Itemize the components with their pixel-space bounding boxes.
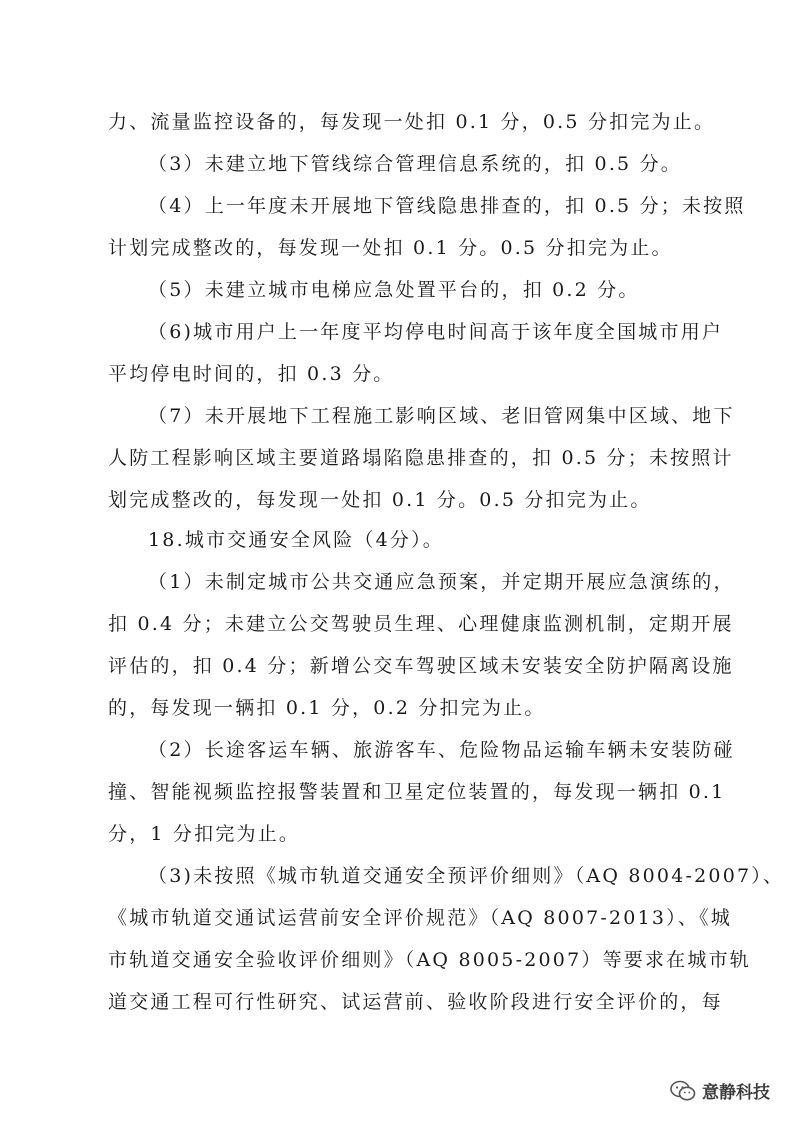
section-heading: 18.城市交通安全风险（4分）。 <box>148 529 445 551</box>
text-line: 人防工程影响区域主要道路塌陷隐患排查的，扣 0.5 分；未按照计 <box>108 447 734 469</box>
text-line: 撞、智能视频监控报警装置和卫星定位装置的，每发现一辆扣 0.1 <box>108 781 726 803</box>
text-line: 的，每发现一辆扣 0.1 分，0.2 分扣完为止。 <box>108 697 546 719</box>
watermark <box>670 1078 770 1103</box>
text-line: 《城市轨道交通试运营前安全评价规范》（AQ 8007-2013）、《城 <box>108 907 732 929</box>
text-line: （4）上一年度未开展地下管线隐患排查的，扣 0.5 分；未按照 <box>148 195 746 217</box>
wechat-icon <box>670 1080 696 1102</box>
text-line: 划完成整改的，每发现一处扣 0.1 分。0.5 分扣完为止。 <box>108 489 652 511</box>
text-line: 市轨道交通安全验收评价细则》（AQ 8005-2007）等要求在城市轨 <box>108 949 751 971</box>
text-line: 分，1 分扣完为止。 <box>108 823 301 845</box>
text-line: 力、流量监控设备的，每发现一处扣 0.1 分，0.5 分扣完为止。 <box>108 111 716 133</box>
text-line: （3）未建立地下管线综合管理信息系统的，扣 0.5 分。 <box>148 153 682 175</box>
watermark-text: 意静科技 <box>702 1083 770 1103</box>
text-line: 扣 0.4 分；未建立公交驾驶员生理、心理健康监测机制，定期开展 <box>108 613 734 635</box>
text-line: （2）长途客运车辆、旅游客车、危险物品运输车辆未安装防碰 <box>148 739 735 761</box>
text-line: （7）未开展地下工程施工影响区域、老旧管网集中区域、地下 <box>148 405 735 427</box>
text-line: 平均停电时间的，扣 0.3 分。 <box>108 363 395 385</box>
text-line: 计划完成整改的，每发现一处扣 0.1 分。0.5 分扣完为止。 <box>108 237 673 259</box>
text-line: 道交通工程可行性研究、试运营前、验收阶段进行安全评价的，每 <box>108 991 723 1013</box>
text-line: （3)未按照《城市轨道交通安全预评价细则》（AQ 8004-2007）、 <box>148 865 785 887</box>
text-line: （5）未建立城市电梯应急处置平台的，扣 0.2 分。 <box>148 279 640 301</box>
text-line: 评估的，扣 0.4 分；新增公交车驾驶区域未安装安全防护隔离设施 <box>108 655 734 677</box>
text-line: （6)城市用户上一年度平均停电时间高于该年度全国城市用户 <box>148 321 724 343</box>
text-line: （1）未制定城市公共交通应急预案，并定期开展应急演练的， <box>148 571 735 593</box>
